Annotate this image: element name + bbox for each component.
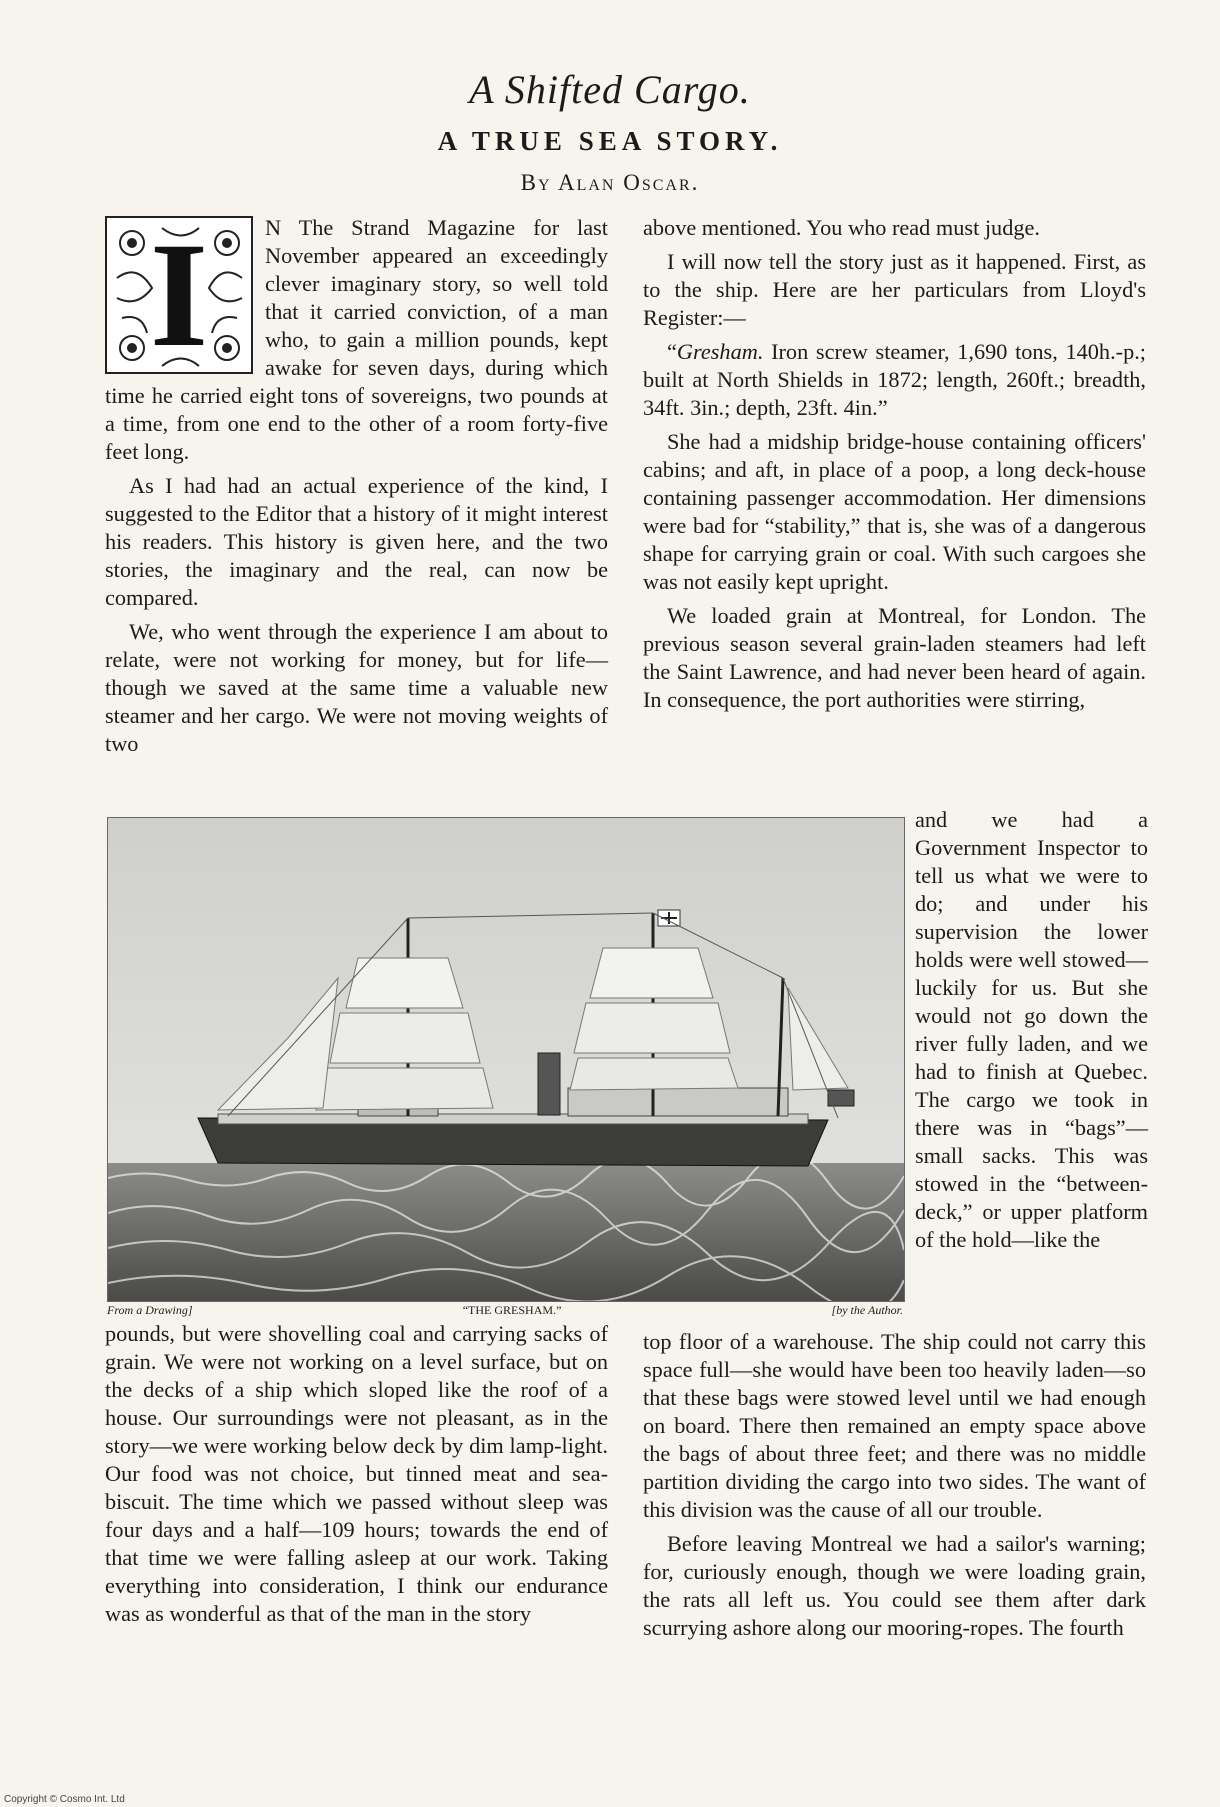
right-column-top xyxy=(643,214,1146,720)
paragraph-continued: top floor of a warehouse. The ship could not carry this space full—she would have been too heavily laden—so that these bags were stowed level until we had enough on board. There then remained an empty space above the bags of about three feet; and there was no middle partition dividing the cargo into two sides. The want of this division was the cause of all our trouble. xyxy=(643,1329,1146,1522)
paragraph: As I had had an actual experience of the kind, I suggested to the Editor that a history of it might interest his readers. This history is given here, and the two stories, the imaginary and the real, can now be compared. xyxy=(105,473,608,610)
right-column-narrow xyxy=(915,806,1148,1254)
paragraph: above mentioned. You who read must judge. xyxy=(643,215,1040,240)
register-details: Iron screw steamer, 1,690 tons, 140h.-p.; built at North Shields in 1872; length, 260ft.; breadth, 34ft. 3in.; depth, 23ft. 4in.” xyxy=(643,339,1146,420)
dropcap-letter: I xyxy=(149,216,209,374)
ornamental-dropcap xyxy=(105,216,253,374)
paragraph-opening xyxy=(105,214,608,466)
paragraph: She had a midship bridge-house containing officers' cabins; and aft, in place of a poop, a long deck-house containing passenger accommodation. Her dimensions were bad for “stability,” that is, she was of a dangerous shape for carrying grain or coal. With such cargoes she was not easily kept upright. xyxy=(643,429,1146,594)
left-column-bottom xyxy=(105,1320,608,1634)
article-subtitle: A TRUE SEA STORY. xyxy=(437,126,783,156)
opening-text: N The Strand Magazine for last November appeared an exceedingly clever imaginary story, so well told that it carried conviction, of a man who, to gain a million pounds, kept awake for seven days, during which time he carried eight tons of sovereigns, two pounds at a time, from one end to the other of a room forty-five feet long. xyxy=(105,215,608,464)
ship-name: Gresham. xyxy=(676,339,764,364)
paragraph-continued: and we had a Government Inspector to tell us what we were to do; and under his supervision the lower holds were well stowed—luckily for us. But she would not go down the river fully laden, and we had to finish at Quebec. The cargo we took in there was in “bags”—small sacks. This was stowed in the “between-deck,” or upper platform of the hold—like the xyxy=(915,807,1148,1252)
paragraph: I will now tell the story just as it happened. First, as to the ship. Here are her particulars from Lloyd's Register:— xyxy=(643,249,1146,330)
paragraph: We loaded grain at Montreal, for London. The previous season several grain-laden steamers had left the Saint Lawrence, and had never been heard of again. In consequence, the port authorities were stirring, xyxy=(643,603,1146,712)
caption-title: “THE GRESHAM.” xyxy=(462,1303,562,1317)
article-byline: By Alan Oscar. xyxy=(520,170,700,195)
figure-caption xyxy=(107,1303,903,1318)
ship-illustration xyxy=(107,817,905,1302)
article-title: A Shifted Cargo. xyxy=(469,67,751,112)
paragraph: Before leaving Montreal we had a sailor's warning; for, curiously enough, though we were loading grain, the rats all left us. You could see them after dark scurrying ashore along our mooring-ropes. The fourth xyxy=(643,1531,1146,1640)
right-column-bottom xyxy=(643,1328,1146,1648)
paragraph: We, who went through the experience I am about to relate, were not working for money, but for life—though we saved at the same time a valuable new steamer and her cargo. We were not moving weights of two xyxy=(105,619,608,756)
register-entry: “Gresham. Iron screw steamer, 1,690 tons, 140h.-p.; built at North Shields in 1872; length, 260ft.; breadth, 34ft. 3in.; depth, 23ft. 4in.” xyxy=(643,339,1146,420)
caption-source: From a Drawing] xyxy=(107,1303,193,1317)
left-column-top xyxy=(105,214,608,764)
steamship-drawing xyxy=(108,818,904,1301)
caption-credit: [by the Author. xyxy=(831,1303,903,1317)
paragraph-continued: pounds, but were shovelling coal and carrying sacks of grain. We were not working on a level surface, but on the decks of a ship which sloped like the roof of a house. Our surroundings were not pleasant, as in the story—we were working below deck by dim lamp-light. Our food was not choice, but tinned meat and sea-biscuit. The time which we passed without sleep was four days and a half—109 hours; towards the end of that time we were falling asleep at our work. Taking everything into consideration, I think our endurance was as wonderful as that of the man in the story xyxy=(105,1321,608,1626)
copyright-notice: Copyright © Cosmo Int. Ltd xyxy=(4,1794,125,1805)
